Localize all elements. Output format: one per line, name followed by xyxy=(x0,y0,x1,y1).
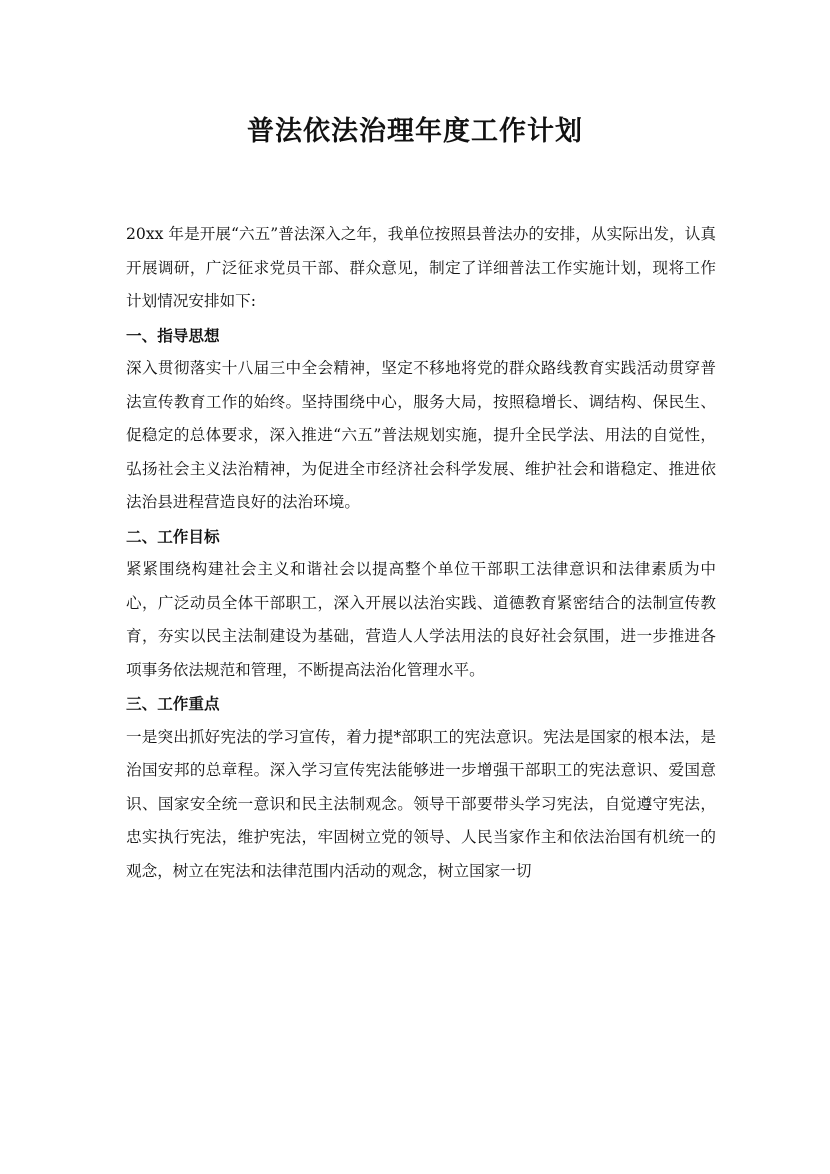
section-body-3: 一是突出抓好宪法的学习宣传，着力提*部职工的宪法意识。宪法是国家的根本法，是治国安邦的总章程。深入学习宣传宪法能够进一步增强干部职工的宪法意识、爱国意识、国家安全统一意识和民主法制观念。领导干部要带头学习宪法，自觉遵守宪法，忠实执行宪法，维护宪法，牢固树立党的领导、人民当家作主和依法治国有机统一的观念，树立在宪法和法律范围内活动的观念，树立国家一切 xyxy=(126,727,716,880)
section-heading-3: 三、工作重点 xyxy=(126,694,220,713)
intro-paragraph: 20xx 年是开展“六五”普法深入之年，我单位按照县普法办的安排，从实际出发，认真开展调研，广泛征求党员干部、群众意见，制定了详细普法工作实施计划，现将工作计划情况安排如下: xyxy=(126,225,716,310)
section-heading-1: 一、指导思想 xyxy=(126,325,220,345)
document-body xyxy=(126,218,716,888)
document-title: 普法依法治理年度工作计划 xyxy=(247,116,583,147)
section-heading-2: 二、工作目标 xyxy=(126,526,220,546)
section-body-2: 紧紧围绕构建社会主义和谐社会以提高整个单位干部职工法律意识和法律素质为中心，广泛动员全体干部职工，深入开展以法治实践、道德教育紧密结合的法制宣传教育，夯实以民主法制建设为基础，营造人人学法用法的良好社会氛围，进一步推进各项事务依法规范和管理，不断提高法治化管理水平。 xyxy=(126,560,716,679)
section-body-1: 深入贯彻落实十八届三中全会精神，坚定不移地将党的群众路线教育实践活动贯穿普法宣传教育工作的始终。坚持围绕中心，服务大局，按照稳增长、调结构、保民生、促稳定的总体要求，深入推进“六五”普法规划实施，提升全民学法、用法的自觉性，弘扬社会主义法治精神，为促进全市经济社会科学发展、维护社会和谐稳定、推进依法治县进程营造良好的法治环境。 xyxy=(126,359,716,511)
